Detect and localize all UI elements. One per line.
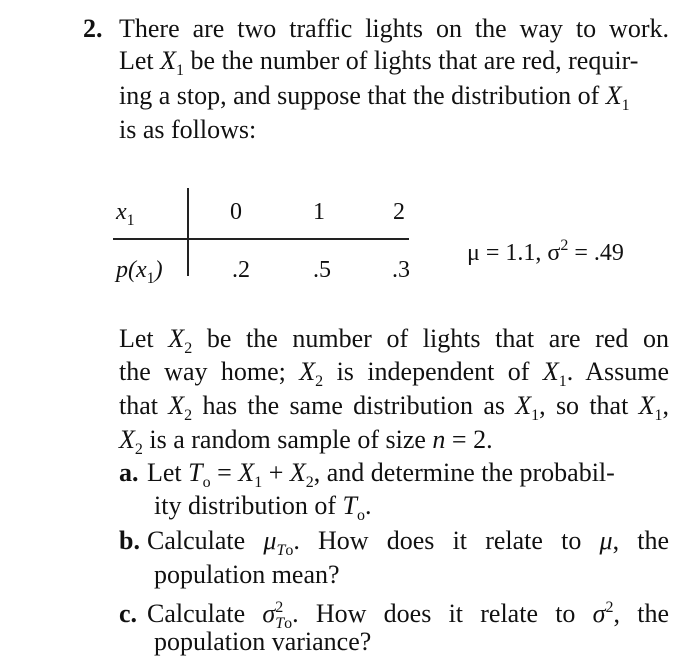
problem-number: 2.: [83, 14, 103, 43]
part-b-line-2: population mean?: [154, 560, 340, 589]
para-line-1: Let $X_2$ be the number of lights that are red on: [119, 324, 669, 357]
para-line-4: $X_2$ is a random sample of size n = 2.: [119, 425, 493, 458]
intro-line-3: ing a stop, and suppose that the distribution of $X_1$: [119, 81, 630, 114]
table-horizontal-rule: [113, 238, 409, 240]
table-p-value: .3: [392, 257, 410, 283]
table-x-value: 0: [230, 199, 242, 225]
table-p-value: .2: [232, 257, 250, 283]
part-c-line-2: population variance?: [154, 627, 372, 656]
part-a-line-2: ity distribution of $T_o$.: [154, 491, 372, 524]
part-b-line-1: b. Calculate $\mu_{To}$. How does it relate to μ, the: [119, 526, 670, 559]
para-line-2: the way home; $X_2$ is independent of $X_1$. Assume: [119, 357, 669, 390]
table-x-value: 1: [313, 199, 325, 225]
table-x-value: 2: [393, 199, 405, 225]
distribution-summary: μ = 1.1, $\sigma^2 = .49$: [467, 237, 624, 266]
para-line-3: that $X_2$ has the same distribution as $X_1$, so that $X_1$,: [119, 391, 669, 424]
table-row2-label: $p(x_1)$: [116, 257, 163, 287]
table-p-value: .5: [313, 257, 331, 283]
table-row1-label: $x_1$: [116, 199, 135, 229]
part-a-line-1: a. Let $T_o = X_1 + X_2$, and determine the probabil-: [119, 458, 615, 491]
intro-line-4: is as follows:: [119, 115, 257, 144]
part-c-line-1: c. Calculate $\sigma^2_{To}$. How does it relate to $\sigma^2$, the: [119, 599, 669, 632]
table-vertical-rule: [187, 188, 189, 276]
intro-line-2: Let $X_1$ be the number of lights that are red, requir-: [119, 46, 639, 79]
intro-line-1: There are two traffic lights on the way to work.: [119, 14, 669, 43]
